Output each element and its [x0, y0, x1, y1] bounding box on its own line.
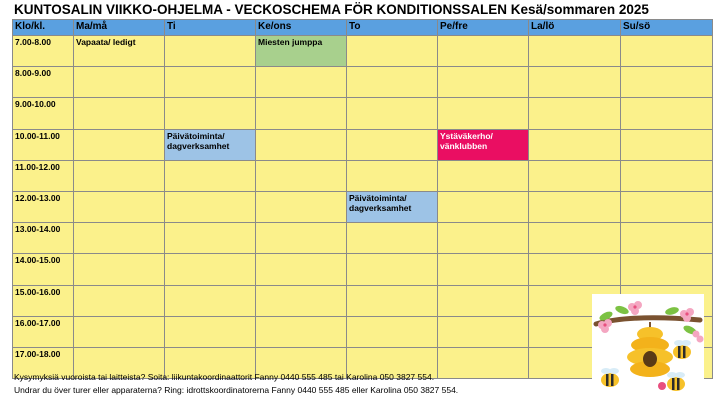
empty-cell — [74, 160, 165, 191]
empty-cell — [74, 285, 165, 316]
header-saturday: La/lö — [529, 20, 621, 36]
empty-cell — [621, 129, 713, 160]
event-cell — [165, 129, 256, 160]
empty-cell — [256, 316, 347, 347]
empty-cell — [74, 316, 165, 347]
time-slot: 11.00-12.00 — [13, 160, 74, 191]
bee-hive-illustration — [592, 294, 704, 398]
empty-cell — [256, 129, 347, 160]
empty-cell — [74, 254, 165, 285]
empty-cell — [256, 98, 347, 129]
time-slot: 13.00-14.00 — [13, 223, 74, 254]
empty-cell — [529, 36, 621, 67]
page-title: KUNTOSALIN VIIKKO-OHJELMA - VECKOSCHEMA FÖR KONDITIONSSALEN Kesä/sommaren 2025 — [14, 2, 649, 17]
empty-cell — [621, 67, 713, 98]
empty-cell — [256, 285, 347, 316]
table-row — [13, 129, 713, 160]
empty-cell — [529, 223, 621, 254]
empty-cell — [74, 191, 165, 222]
empty-cell — [74, 67, 165, 98]
empty-cell — [438, 254, 529, 285]
empty-cell — [529, 160, 621, 191]
table-row — [13, 223, 713, 254]
event-line: dagverksamhet — [349, 202, 412, 213]
header-sunday: Su/sö — [621, 20, 713, 36]
empty-cell — [529, 254, 621, 285]
empty-cell — [256, 191, 347, 222]
empty-cell — [438, 36, 529, 67]
event-line: Ystäväkerho/ — [440, 130, 493, 141]
empty-cell — [438, 316, 529, 347]
empty-cell — [438, 347, 529, 378]
empty-cell — [74, 129, 165, 160]
empty-cell — [621, 191, 713, 222]
empty-cell — [165, 98, 256, 129]
table-row — [13, 67, 713, 98]
event-cell: Miesten jumppa — [256, 36, 347, 67]
time-slot: 14.00-15.00 — [13, 254, 74, 285]
empty-cell — [347, 254, 438, 285]
empty-cell — [621, 36, 713, 67]
time-slot: 9.00-10.00 — [13, 98, 74, 129]
event-line: dagverksamhet — [167, 140, 230, 151]
header-thursday: To — [347, 20, 438, 36]
table-row — [13, 191, 713, 222]
table-row — [13, 98, 713, 129]
time-slot: 15.00-16.00 — [13, 285, 74, 316]
empty-cell — [165, 160, 256, 191]
empty-cell — [165, 67, 256, 98]
empty-cell — [165, 285, 256, 316]
empty-cell — [165, 36, 256, 67]
empty-cell — [621, 254, 713, 285]
table-row — [13, 36, 713, 67]
event-line: Päivätoiminta/ — [167, 130, 225, 141]
empty-cell — [621, 160, 713, 191]
empty-cell — [256, 254, 347, 285]
empty-cell — [165, 223, 256, 254]
empty-cell — [438, 191, 529, 222]
empty-cell — [529, 191, 621, 222]
empty-cell — [347, 67, 438, 98]
table-row — [13, 254, 713, 285]
empty-cell — [347, 316, 438, 347]
empty-cell — [256, 67, 347, 98]
empty-cell — [165, 191, 256, 222]
header-monday: Ma/må — [74, 20, 165, 36]
empty-cell — [165, 254, 256, 285]
event-cell — [438, 129, 529, 160]
empty-cell — [74, 98, 165, 129]
header-wednesday: Ke/ons — [256, 20, 347, 36]
empty-cell — [438, 223, 529, 254]
empty-cell — [529, 98, 621, 129]
empty-cell — [74, 223, 165, 254]
footer-contact-fi: Kysymyksiä vuoroista tai laitteista? Soita: liikuntakoordinaattorit Fanny 0440 555 485 tai Karolina 050 3827 554. — [14, 372, 435, 382]
time-slot: 16.00-17.00 — [13, 316, 74, 347]
empty-cell — [438, 285, 529, 316]
header-tuesday: Ti — [165, 20, 256, 36]
empty-cell — [347, 160, 438, 191]
empty-cell — [529, 129, 621, 160]
empty-cell — [347, 223, 438, 254]
time-slot: 7.00-8.00 — [13, 36, 74, 67]
time-slot: 17.00-18.00 — [13, 347, 74, 378]
empty-cell — [621, 223, 713, 254]
event-cell: Vapaata/ ledigt — [74, 36, 165, 67]
empty-cell — [165, 316, 256, 347]
time-slot: 12.00-13.00 — [13, 191, 74, 222]
header-time: Klo/kl. — [13, 20, 74, 36]
empty-cell — [347, 36, 438, 67]
empty-cell — [438, 98, 529, 129]
empty-cell — [347, 285, 438, 316]
empty-cell — [256, 160, 347, 191]
empty-cell — [256, 223, 347, 254]
empty-cell — [438, 160, 529, 191]
table-row — [13, 160, 713, 191]
empty-cell — [347, 129, 438, 160]
empty-cell — [621, 98, 713, 129]
event-line: vänklubben — [440, 140, 488, 151]
header-row — [13, 20, 713, 36]
time-slot: 8.00-9.00 — [13, 67, 74, 98]
header-friday: Pe/fre — [438, 20, 529, 36]
footer-contact-sv: Undrar du över turer eller apparaterna? Ring: idrottskoordinatorerna Fanny 0440 555 485 eller Karolina 050 3827 554. — [14, 385, 459, 395]
empty-cell — [438, 67, 529, 98]
empty-cell — [347, 98, 438, 129]
time-slot: 10.00-11.00 — [13, 129, 74, 160]
event-cell — [347, 191, 438, 222]
empty-cell — [529, 67, 621, 98]
event-line: Päivätoiminta/ — [349, 192, 407, 203]
